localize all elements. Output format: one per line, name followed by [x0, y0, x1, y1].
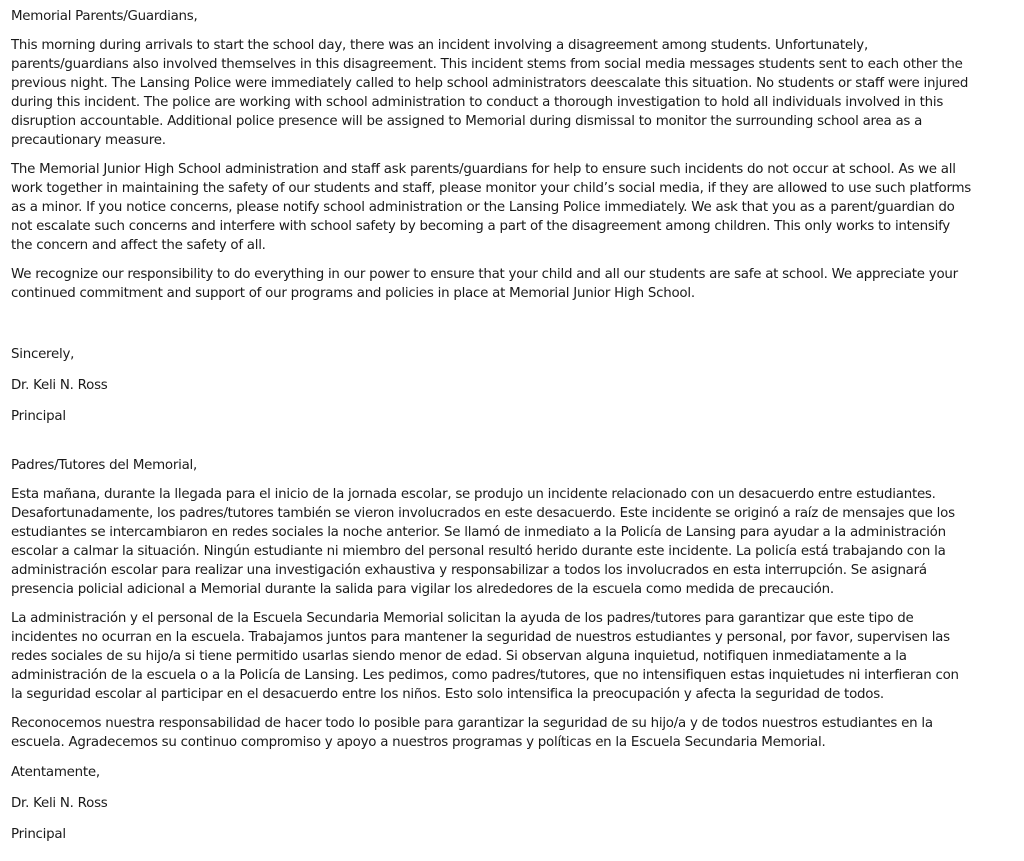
- spanish-closing: Atentamente,: [11, 765, 100, 780]
- english-paragraph-1: This morning during arrivals to start the school day, there was an incident involving a disagreement among students. Unfortunately, parents/guardians also involved themselves in this disagreement. This incident stems from social media messages students sent to each other the previous night. The Lansing Police were immediately called to help school administrators deescalate this situation. No students or staff were injured during this incident. The police are working with school administration to conduct a thorough investigation to hold all individuals involved in this disruption accountable. Additional police presence will be assigned to Memorial during dismissal to monitor the surrounding school area as a precautionary measure.: [11, 38, 969, 148]
- spanish-letter: [11, 456, 971, 844]
- english-signer: Dr. Keli N. Ross: [11, 378, 108, 393]
- english-letter: [11, 7, 971, 426]
- english-closing: Sincerely,: [11, 347, 75, 362]
- spanish-paragraph-1: Esta mañana, durante la llegada para el inicio de la jornada escolar, se produjo un incidente relacionado con un desacuerdo entre estudiantes. Desafortunadamente, los padres/tutores también se vieron involucrados en este desacuerdo. Este incidente se originó a raíz de mensajes que los estudiantes se intercambiaron en redes sociales la noche anterior. Se llamó de inmediato a la Policía de Lansing para ayudar a la administración escolar a calmar la situación. Ningún estudiante ni miembro del personal resultó herido durante este incidente. La policía está trabajando con la administración escolar para realizar una investigación exhaustiva y responsabilizar a todos los involucrados en esta interrupción. Se asignará presencia policial adicional a Memorial durante la salida para vigilar los alrededores de la escuela como medida de precaución.: [11, 487, 955, 597]
- spanish-paragraph-2: La administración y el personal de la Escuela Secundaria Memorial solicitan la ayuda de los padres/tutores para garantizar que este tipo de incidentes no ocurran en la escuela. Trabajamos juntos para mantener la seguridad de nuestros estudiantes y personal, por favor, supervisen las redes sociales de su hijo/a si tiene permitido usarlas siendo menor de edad. Si observan alguna inquietud, notifiquen inmediatamente a la administración de la escuela o a la Policía de Lansing. Les pedimos, como padres/tutores, que no intensifiquen estas inquietudes ni interfieran con la seguridad escolar al participar en el desacuerdo entre los niños. Esto solo intensifica la preocupación y afecta la seguridad de todos.: [11, 611, 959, 702]
- english-paragraph-2: The Memorial Junior High School administration and staff ask parents/guardians for help to ensure such incidents do not occur at school. As we all work together in maintaining the safety of our students and staff, please monitor your child’s social media, if they are allowed to use such platforms as a minor. If you notice concerns, please notify school administration or the Lansing Police immediately. We ask that you as a parent/guardian do not escalate such concerns and interfere with school safety by becoming a part of the disagreement among children. This only works to intensify the concern and affect the safety of all.: [11, 162, 972, 253]
- spanish-paragraph-3: Reconocemos nuestra responsabilidad de hacer todo lo posible para garantizar la seguridad de su hijo/a y de todos nuestros estudiantes en la escuela. Agradecemos su continuo compromiso y apoyo a nuestros programas y políticas en la Escuela Secundaria Memorial.: [11, 716, 933, 750]
- english-paragraph-3: We recognize our responsibility to do everything in our power to ensure that your child and all our students are safe at school. We appreciate your continued commitment and support of our programs and policies in place at Memorial Junior High School.: [11, 267, 958, 301]
- english-salutation: Memorial Parents/Guardians,: [11, 9, 198, 24]
- english-title: Principal: [11, 409, 66, 424]
- spanish-salutation: Padres/Tutores del Memorial,: [11, 458, 198, 473]
- spanish-signer: Dr. Keli N. Ross: [11, 796, 108, 811]
- spanish-title: Principal: [11, 827, 66, 842]
